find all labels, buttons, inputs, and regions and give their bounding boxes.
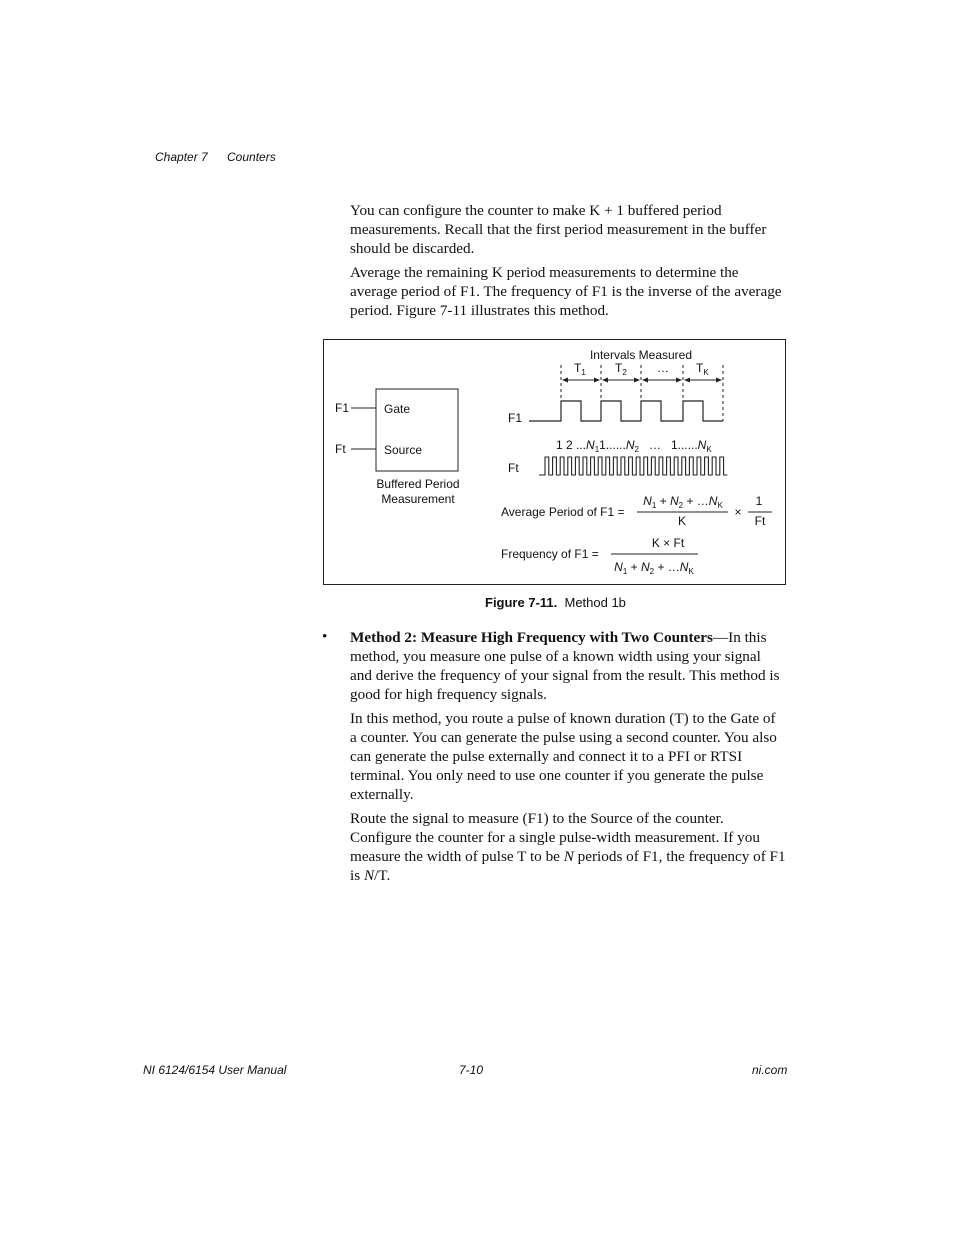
t2-label: $T_2$ [615,361,627,377]
avg-denominator: K [677,514,687,528]
figure-title: Method 1b [564,595,626,610]
method-2-heading: Method 2: Measure High Frequency with Two Counters [350,629,713,646]
running-header [155,150,276,164]
intervals-label: Intervals Measured [589,348,693,362]
t1-label: $T_1$ [574,361,586,377]
manual-title: NI 6124/6154 User Manual [143,1063,287,1077]
figure-method-1b [323,339,786,585]
paragraph-4: In this method, you route a pulse of known duration (T) to the Gate of a counter. You can generate the pulse using a second counter. You also can generate the pulse externally and connect it to a PFI or RTSI terminal. You only need to use one counter if you generate the pulse externally. [350,710,777,803]
section-label: Counters [227,150,276,164]
website-link[interactable]: ni.com [752,1063,788,1077]
ft-signal-label: Ft [508,461,519,475]
method-2-text: —In this method, you measure one pulse of a known width using your signal and derive the frequency of your signal from the result. This method is good for high frequency signals. [350,629,780,703]
bullet-marker: • [322,628,328,645]
figure-number: Figure 7-11. [485,595,558,610]
page-number: 7-10 [459,1063,484,1077]
paragraph-1: You can configure the counter to make K + 1 buffered period measurements. Recall that the first period measurement in the buffer should be discarded. [350,202,767,257]
box-caption-2: Measurement [381,492,455,506]
one-numerator: 1 [755,494,763,508]
times-sign: × [734,505,742,519]
freq-numerator: K × Ft [651,536,685,550]
count-sequence: 1 2 $...N_11......N_2$ … $1......N_K$ [556,438,712,454]
box-caption-1: Buffered Period [376,477,460,491]
f1-signal-label: F1 [508,411,523,425]
ft-waveform [539,457,727,475]
source-label: Source [384,443,423,457]
gate-label: Gate [384,402,411,416]
tk-label: $T_K$ [696,361,709,377]
f1-input-label: F1 [335,401,350,415]
paragraph-method-2 [350,628,786,704]
chapter-label: Chapter 7 [155,150,208,164]
ft-denominator: Ft [754,514,766,528]
paragraph-5: Route the signal to measure (F1) to the Source of the counter. Configure the counter for a single pulse-width measurement. If you measure the width of pulse T to be N periods of F1, the frequency of F1 is N/T. [350,810,786,884]
avg-period-label: Average Period of F1 = [501,505,625,519]
paragraph-2: Average the remaining K period measurements to determine the average period of F1. The frequency of F1 is the inverse of the average period. Figure 7-11 illustrates this method. [350,264,782,319]
avg-numerator: $N_1 + N_2$ + $\dots N_K$ [643,494,723,510]
ft-input-label: Ft [335,442,346,456]
frequency-label: Frequency of F1 = [501,547,599,561]
freq-denominator: $N_1 + N_2$ + $\dots N_K$ [614,560,694,576]
f1-waveform [529,401,723,421]
interval-ellipsis: … [657,361,669,375]
